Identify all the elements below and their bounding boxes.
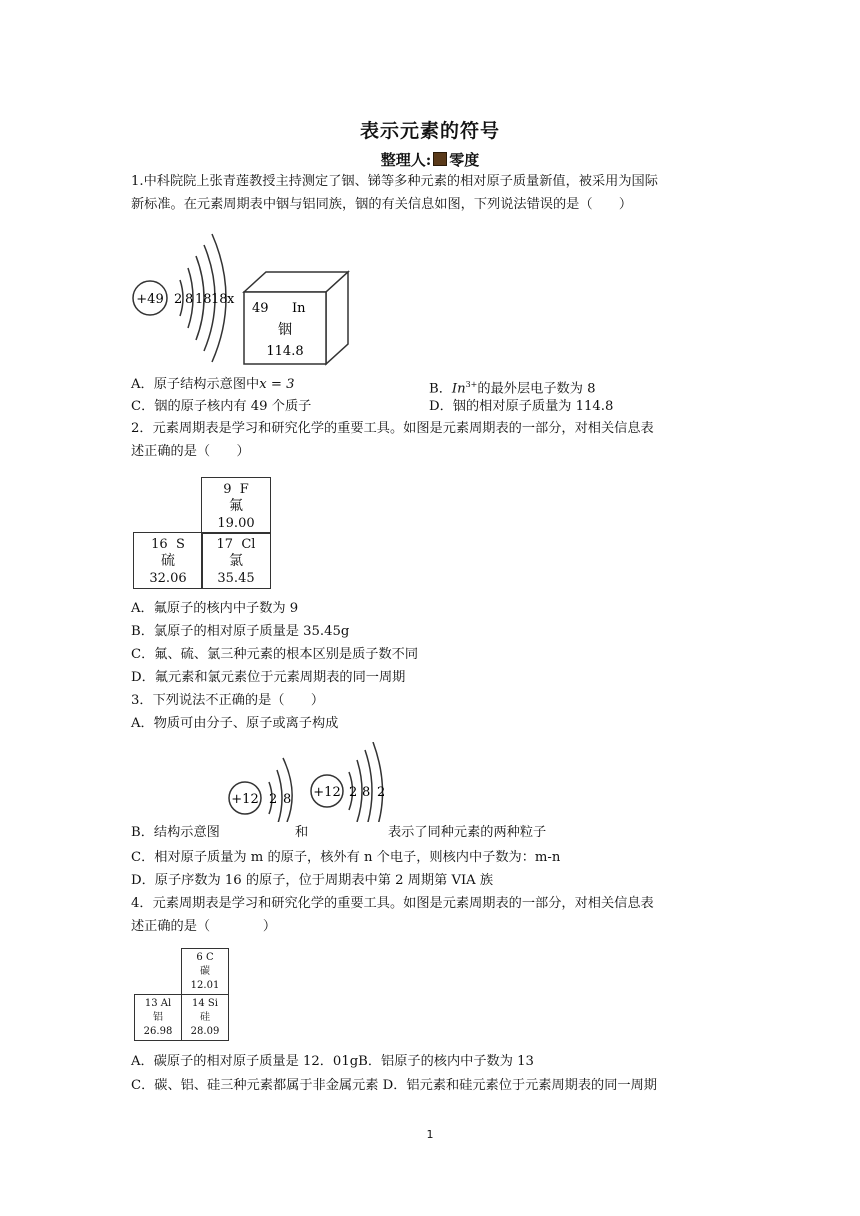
- q4-periodic-table-fragment: [134, 948, 230, 1042]
- q2-cell-number: 9: [223, 482, 232, 497]
- q4-cell-name: 碳: [200, 966, 210, 977]
- q4-cell-mass: 26.98: [143, 1026, 173, 1037]
- q2-cell-name: 氯: [229, 553, 243, 569]
- q4-options-line2: C．碳、铝、硅三种元素都属于非金属元素 D．铝元素和硅元素位于元素周期表的同一周期: [131, 1078, 657, 1093]
- q3-figures: [225, 742, 395, 822]
- q2-cell-fluorine: [201, 477, 271, 534]
- q2-cell-mass: 19.00: [217, 516, 255, 531]
- q4-cell-symbol: C: [205, 952, 214, 963]
- q2-cell-sulfur: [133, 532, 203, 589]
- q1-card-number: 49: [252, 301, 269, 316]
- q4-cell-aluminum: [134, 994, 182, 1041]
- q4-cell-carbon: [181, 948, 229, 995]
- q3-option-c: C．相对原子质量为 m 的原子，核外有 n 个电子，则核内中子数为：m-n: [131, 850, 561, 865]
- q2-option-d: D．氟元素和氯元素位于元素周期表的同一周期: [131, 670, 406, 685]
- author-label: 整理人:: [380, 151, 432, 169]
- q2-cell-symbol: Cl: [241, 537, 256, 552]
- q3-d2-shell-3: 2: [377, 785, 386, 800]
- q1-figure: [128, 230, 358, 370]
- q3-structure-diagram-1: [229, 758, 292, 822]
- q1-option-a: [131, 374, 294, 396]
- q2-cell-number: 16: [151, 537, 168, 552]
- q2-cell-chlorine: [201, 532, 271, 589]
- q4-stem-line2: 述正确的是（ ）: [131, 919, 277, 934]
- q1-atom-structure-diagram: [133, 234, 235, 362]
- q1-option-a-math: x = 3: [259, 377, 295, 392]
- q4-cell-number: 14: [192, 998, 205, 1009]
- q2-cell-mass: 32.06: [149, 571, 187, 586]
- q2-stem-line2: 述正确的是（ ）: [131, 444, 250, 459]
- q3-option-b-suffix: 表示了同种元素的两种粒子: [388, 825, 547, 840]
- q2-option-a: A．氟原子的核内中子数为 9: [131, 601, 299, 616]
- q4-cell-number: 13: [144, 998, 158, 1009]
- q2-option-b: B．氯原子的相对原子质量是 35.45g: [131, 624, 350, 639]
- q4-cell-symbol: Si: [207, 998, 218, 1009]
- q1-shell-1: 2: [174, 292, 183, 307]
- q4-stem-line1: 4．元素周期表是学习和研究化学的重要工具。如图是元素周期表的一部分，对相关信息表: [131, 896, 654, 911]
- q1-shell-3: 18: [195, 292, 212, 307]
- q4-cell-symbol: Al: [160, 998, 172, 1009]
- q1-element-card: [244, 272, 348, 364]
- q1-stem-line1: 1.中科院院上张青莲教授主持测定了铟、锑等多种元素的相对原子质量新值，被采用为国际: [131, 174, 658, 189]
- q1-nucleus-charge: +49: [136, 292, 164, 307]
- q3-d1-nucleus: +12: [231, 792, 259, 807]
- q3-stem: 3．下列说法不正确的是（ ）: [131, 693, 325, 708]
- q3-option-d: D．原子序数为 16 的原子，位于周期表中第 2 周期第 VIA 族: [131, 873, 494, 888]
- page-title: 表示元素的符号: [359, 120, 500, 142]
- q3-d2-shell-2: 8: [362, 785, 371, 800]
- q4-options-line1: A．碳原子的相对原子质量是 12．01gB．铝原子的核内中子数为 13: [131, 1054, 534, 1069]
- q1-card-name: 铟: [278, 322, 292, 338]
- author-line: [0, 149, 860, 170]
- q2-cell-number: 17: [216, 537, 234, 552]
- q1-option-b-prefix: B．: [429, 381, 452, 397]
- q3-option-b-prefix: B．结构示意图: [131, 825, 220, 840]
- q1-card-symbol: In: [292, 301, 306, 316]
- q3-structure-diagram-2: [311, 742, 385, 822]
- q1-option-c: C．铟的原子核内有 49 个质子: [131, 399, 312, 414]
- q1-shell-5: x: [227, 292, 235, 307]
- q1-option-b-charge: 3+: [465, 380, 478, 389]
- q3-d1-shell-1: 2: [269, 792, 278, 807]
- q1-option-a-text: A．原子结构示意图中: [131, 377, 260, 392]
- q4-cell-name: 硅: [200, 1012, 210, 1023]
- q3-d1-shell-2: 8: [283, 792, 292, 807]
- q2-cell-name: 硫: [161, 553, 175, 569]
- q1-option-b-ion: In: [451, 381, 466, 397]
- q1-shell-2: 8: [185, 292, 194, 307]
- q2-cell-symbol: S: [175, 537, 185, 552]
- q1-option-b-suffix: 的最外层电子数为 8: [477, 381, 596, 397]
- q2-stem-line1: 2．元素周期表是学习和研究化学的重要工具。如图是元素周期表的一部分，对相关信息表: [131, 421, 654, 436]
- q1-option-d: D．铟的相对原子质量为 114.8: [429, 399, 614, 414]
- q4-cell-mass: 28.09: [190, 1026, 220, 1037]
- q2-cell-symbol: F: [239, 482, 249, 497]
- q1-shell-4: 18: [211, 292, 228, 307]
- author-name: 零度: [449, 151, 480, 169]
- q4-cell-number: 6: [196, 952, 203, 963]
- q3-option-b-mid: 和: [295, 825, 309, 840]
- q2-periodic-table-fragment: [133, 477, 273, 589]
- q1-card-mass: 114.8: [266, 344, 304, 359]
- q4-cell-silicon: [181, 994, 229, 1041]
- q4-cell-mass: 12.01: [190, 980, 220, 991]
- q3-option-a: A．物质可由分子、原子或离子构成: [131, 716, 339, 731]
- q2-option-c: C．氟、硫、氯三种元素的根本区别是质子数不同: [131, 647, 419, 662]
- author-logo-icon: [433, 152, 447, 166]
- q3-d2-nucleus: +12: [313, 785, 341, 800]
- q2-cell-mass: 35.45: [217, 571, 255, 586]
- q4-cell-name: 铝: [153, 1012, 163, 1023]
- page-number: 1: [426, 1128, 434, 1141]
- q3-d2-shell-1: 2: [349, 785, 358, 800]
- q1-stem-line2: 新标准。在元素周期表中铟与铝同族，铟的有关信息如图，下列说法错误的是（ ）: [131, 197, 633, 212]
- q2-cell-name: 氟: [229, 498, 243, 514]
